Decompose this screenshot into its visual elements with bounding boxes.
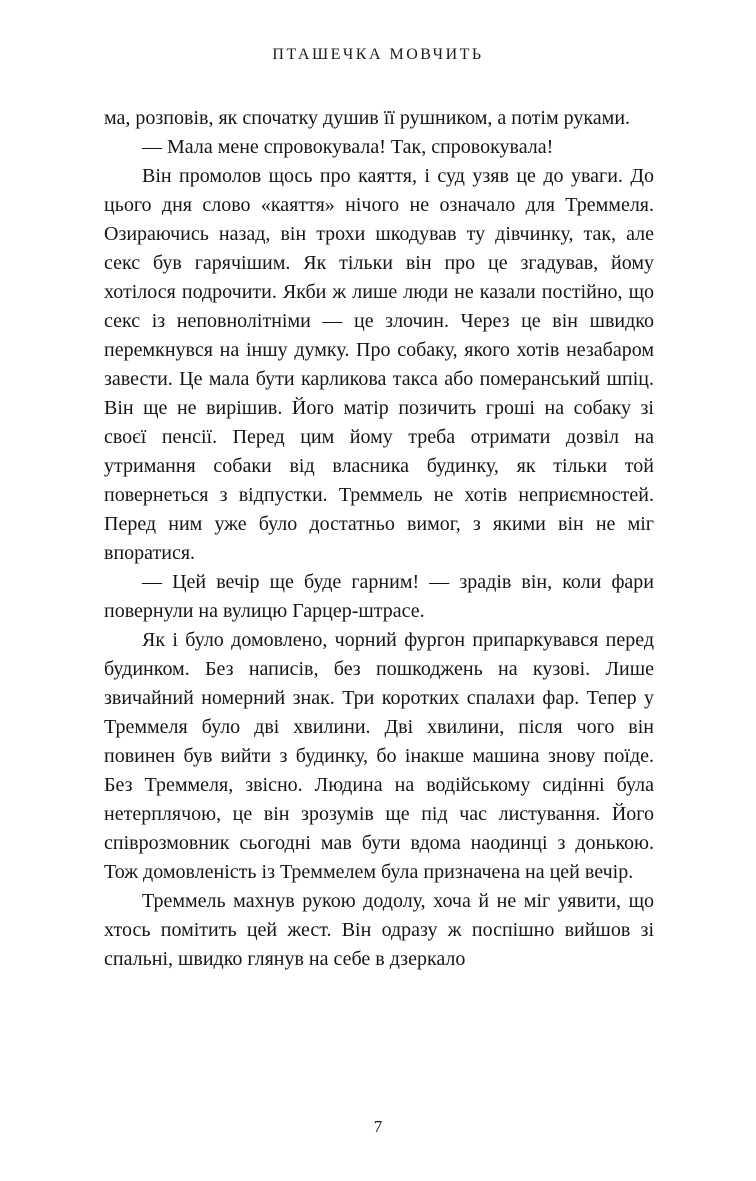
paragraph-dialogue: — Цей вечір ще буде гарним! — зрадів він, коли фари повернули на вулицю Гарцер-штрасе. — [104, 571, 654, 622]
paragraph: ма, розповів, як спочатку душив її рушником, а потім руками. — [104, 107, 631, 129]
paragraph: Він промолов щось про каяття, і суд узяв це до уваги. До цього дня слово «каяття» нічого не означало для Треммеля. Озираючись назад, він трохи шкодував ту дівчинку, так, але секс був гарячішим. Як тільки він про це згадував, йому хотілося подрочити. Якби ж лише люди не казали постійно, що секс із неповнолітніми — це злочин. Через це він швидко перемкнувся на іншу думку. Про собаку, якого хотів незабаром завести. Це мала бути карликова такса або померанський шпіц. Він ще не вирішив. Його матір позичить гроші на собаку зі своєї пенсії. Перед цим йому треба отримати дозвіл на утримання собаки від власника будинку, як тільки той повернеться з відпустки. Треммель не хотів неприємностей. Перед ним уже було достатньо вимог, з якими він не міг впоратися. — [104, 165, 654, 564]
running-header: ПТАШЕЧКА МОВЧИТЬ — [272, 46, 484, 63]
body-text — [104, 104, 654, 974]
page-number: 7 — [373, 1117, 383, 1136]
paragraph-dialogue: — Мала мене спровокувала! Так, спровокувала! — [142, 136, 554, 158]
paragraph: Треммель махнув рукою додолу, хоча й не міг уявити, що хтось помітить цей жест. Він одразу ж поспішно вийшов зі спальні, швидко глянув на себе в дзеркало — [104, 890, 654, 970]
paragraph: Як і було домовлено, чорний фургон припаркувався перед будинком. Без написів, без пошкоджень на кузові. Лише звичайний номерний знак. Три коротких спалахи фар. Тепер у Треммеля було дві хвилини. Дві хвилини, після чого він повинен був вийти з будинку, бо інакше машина знову поїде. Без Треммеля, звісно. Людина на водійському сидінні була нетерплячою, це він зрозумів ще під час листування. Його співрозмовник сьогодні мав бути вдома наодинці з донькою. Тож домовленість із Треммелем була призначена на цей вечір. — [104, 629, 654, 883]
